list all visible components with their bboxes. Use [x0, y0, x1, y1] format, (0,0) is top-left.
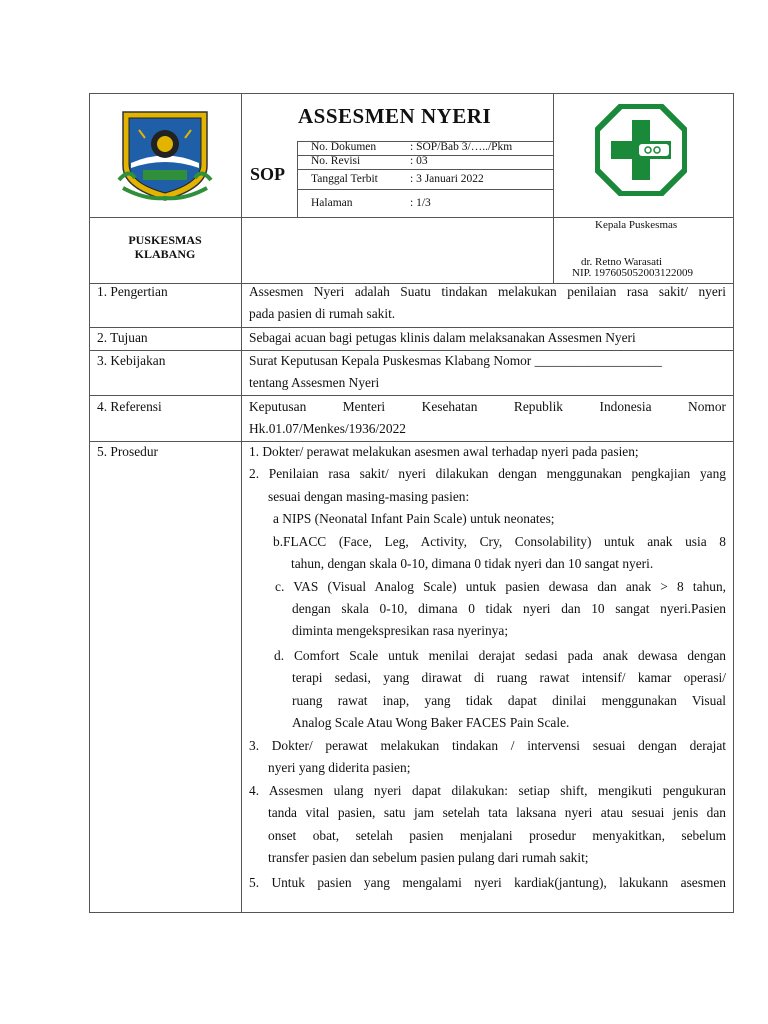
document-title: ASSESMEN NYERI	[298, 104, 492, 128]
procedure-line: ruang rawat inap, yang tidak dapat dinilai menggunakan Visual	[292, 693, 726, 708]
procedure-line: diminta mengekspresikan rasa nyerinya;	[292, 623, 509, 638]
procedure-line: sesuai dengan masing-masing pasien:	[268, 489, 470, 504]
procedure-line: d. Comfort Scale untuk menilai derajat sedasi pada anak dewasa dengan	[274, 648, 726, 663]
reference-text: Hk.01.07/Menkes/1936/2022	[249, 421, 406, 436]
row-label: 5. Prosedur	[97, 444, 158, 459]
organization-line: KLABANG	[134, 247, 196, 261]
procedure-line: 1. Dokter/ perawat melakukan asesmen awal terhadap nyeri pada pasien;	[249, 444, 639, 459]
row-label: 3. Kebijakan	[97, 353, 166, 368]
meta-label: No. Dokumen	[311, 141, 377, 153]
procedure-line: 3. Dokter/ perawat melakukan tindakan / intervensi sesuai dengan derajat	[249, 738, 726, 753]
row-label: 1. Pengertian	[97, 284, 168, 299]
procedure-line: 4. Assesmen ulang nyeri dapat dilakukan: setiap shift, mengikuti pengukuran	[249, 783, 726, 798]
meta-label: No. Revisi	[311, 155, 361, 167]
signatory-title: Kepala Puskesmas	[595, 219, 678, 231]
puskesmas-logo-icon	[595, 104, 687, 196]
procedure-line: tanda vital pasien, satu jam setelah tata laksana nyeri atau sesuai jenis dan	[268, 805, 726, 820]
meta-label: Tanggal Terbit	[311, 173, 378, 185]
procedure-line: c. VAS (Visual Analog Scale) untuk pasien dewasa dan anak > 8 tahun,	[275, 579, 726, 594]
column-divider	[241, 93, 242, 913]
meta-value: : 3 Januari 2022	[410, 173, 484, 185]
signatory-name: dr. Retno Warasati	[581, 256, 663, 268]
procedure-line: nyeri yang diderita pasien;	[268, 760, 411, 775]
policy-text: tentang Assesmen Nyeri	[249, 375, 380, 390]
row-label: 4. Referensi	[97, 399, 162, 414]
meta-line	[297, 169, 553, 170]
meta-value: : SOP/Bab 3/…../Pkm	[410, 141, 513, 153]
procedure-line: a NIPS (Neonatal Infant Pain Scale) untuk neonates;	[273, 511, 555, 526]
meta-label: Halaman	[311, 197, 353, 209]
organization-name	[100, 233, 230, 261]
header-divider-right	[553, 93, 554, 283]
procedure-line: dengan skala 0-10, dimana 0 tidak nyeri dan 10 sangat nyeri.Pasien	[292, 601, 726, 616]
meta-value: : 03	[410, 155, 428, 167]
meta-line	[297, 189, 553, 190]
procedure-line: Analog Scale Atau Wong Baker FACES Pain Scale.	[292, 715, 570, 730]
definition-text: pada pasien di rumah sakit.	[249, 306, 396, 321]
definition-text: Assesmen Nyeri adalah Suatu tindakan melakukan penilaian rasa sakit/ nyeri	[249, 284, 726, 299]
procedure-line: transfer pasien dan sebelum pasien pulang dari rumah sakit;	[268, 850, 589, 865]
row-label: 2. Tujuan	[97, 330, 148, 345]
procedure-line: onset obat, setelah pasien menjalani prosedur menyakitkan, sebelum	[268, 828, 726, 843]
purpose-text: Sebagai acuan bagi petugas klinis dalam melaksanakan Assesmen Nyeri	[249, 330, 636, 345]
signatory-nip: NIP. 197605052003122009	[572, 267, 694, 279]
header-separator	[89, 217, 734, 218]
organization-line: PUSKESMAS	[128, 233, 202, 247]
procedure-line: tahun, dengan skala 0-10, dimana 0 tidak nyeri dan 10 sangat nyeri.	[291, 556, 654, 571]
policy-text: Surat Keputusan Kepala Puskesmas Klabang Nomor ___________________	[249, 353, 662, 368]
sop-divider	[297, 141, 298, 217]
sop-label: SOP	[250, 164, 286, 184]
procedure-line: b.FLACC (Face, Leg, Activity, Cry, Consolability) untuk anak usia 8	[273, 534, 726, 549]
regional-emblem-icon	[115, 108, 215, 203]
procedure-line: 2. Penilaian rasa sakit/ nyeri dilakukan dengan menggunakan pengkajian yang	[249, 466, 726, 481]
meta-value: : 1/3	[410, 197, 431, 209]
reference-text: Keputusan Menteri Kesehatan Republik Indonesia Nomor	[249, 399, 726, 414]
procedure-line: terapi sedasi, yang dirawat di ruang rawat intensif/ kamar operasi/	[292, 670, 726, 685]
procedure-line: 5. Untuk pasien yang mengalami nyeri kardiak(jantung), lakukann asesmen	[249, 875, 726, 890]
